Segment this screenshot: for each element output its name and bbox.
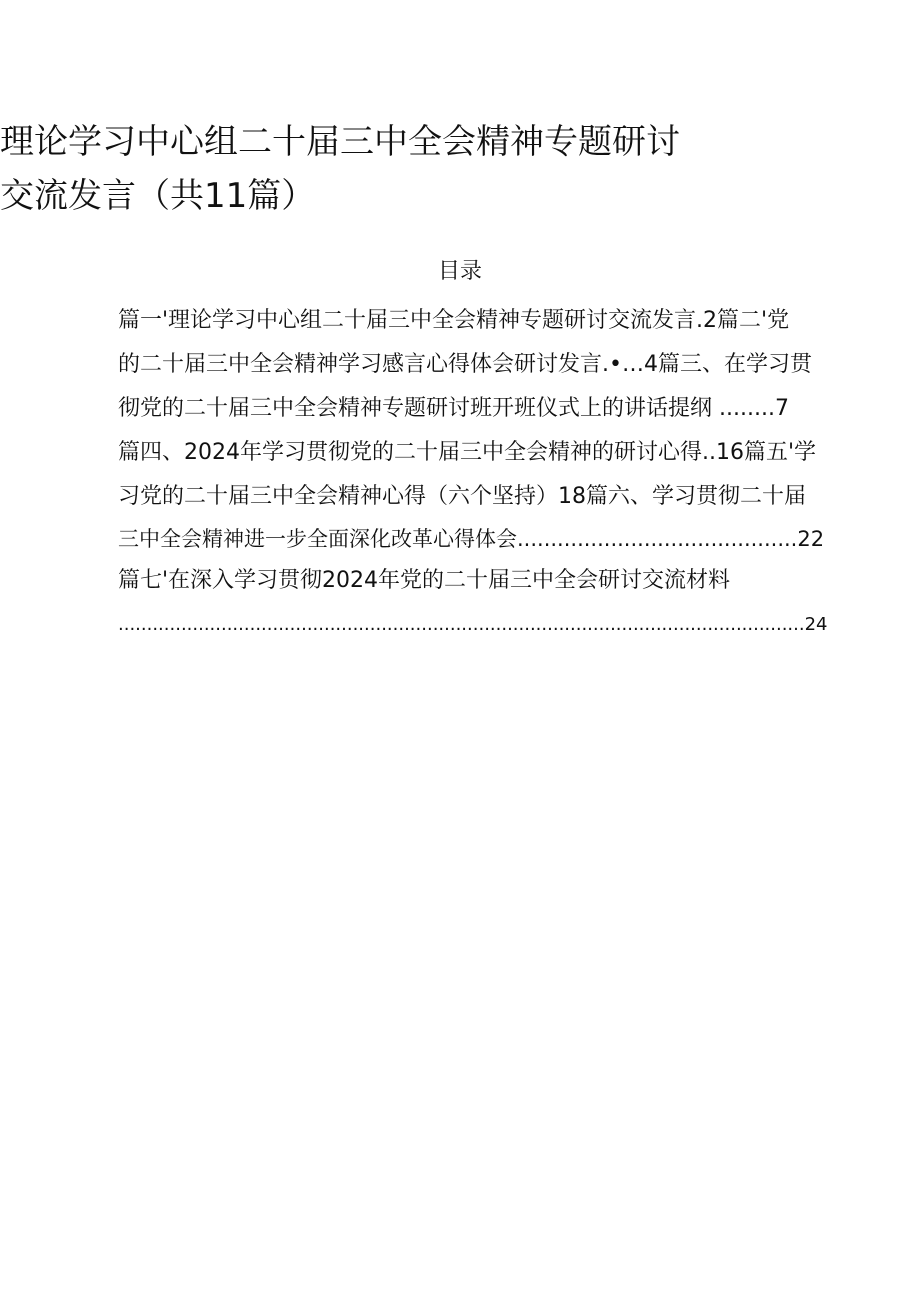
toc-line: ........................................................................................................................24 [118,614,828,635]
document-title-line-2: 交流发言（共11篇） [0,176,316,216]
toc-line: 篇七'在深入学习贯彻2024年党的二十届三中全会研讨交流材料 [118,568,731,593]
toc-line: 的二十届三中全会精神学习感言心得体会研讨发言.•…4篇三、在学习贯 [118,352,812,377]
document-title-line-1: 理论学习中心组二十届三中全会精神专题研讨 [0,122,680,162]
toc-line: 三中全会精神进一步全面深化改革心得体会..........................................22 [118,527,825,551]
toc-line: 彻党的二十届三中全会精神专题研讨班开班仪式上的讲话提纲 ........7 [118,396,789,421]
toc-line: 篇一'理论学习中心组二十届三中全会精神专题研讨交流发言.2篇二'党 [118,308,790,333]
toc-heading: 目录 [437,259,482,284]
toc-line: 篇四、2024年学习贯彻党的二十届三中全会精神的研讨心得..16篇五'学 [118,440,817,465]
toc-line: 习党的二十届三中全会精神心得（六个坚持）18篇六、学习贯彻二十届 [118,484,806,509]
